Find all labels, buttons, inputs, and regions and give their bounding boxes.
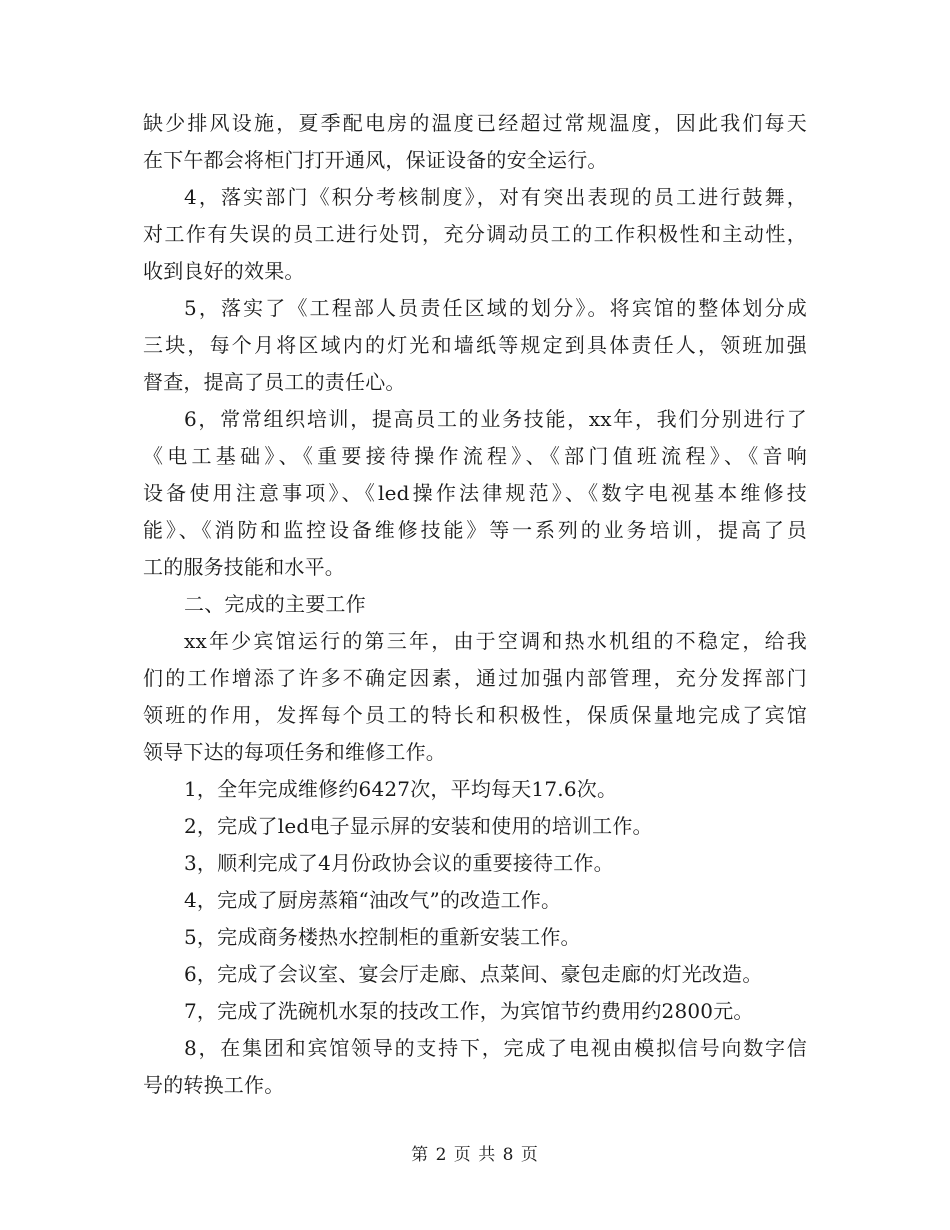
text-line: 在下午都会将柜门打开通风，保证设备的安全运行。 xyxy=(143,148,608,172)
list-item: 3，顺利完成了4月份政协会议的重要接待工作。 xyxy=(184,851,614,875)
list-item: 2，完成了led电子显示屏的安装和使用的培训工作。 xyxy=(184,814,653,838)
text-line: 工的服务技能和水平。 xyxy=(143,555,345,579)
text-line: 对工作有失误的员工进行处罚，充分调动员工的工作积极性和主动性， xyxy=(143,222,807,246)
list-item: 7，完成了洗碗机水泵的技改工作，为宾馆节约费用约2800元。 xyxy=(184,999,754,1023)
list-item: 6，完成了会议室、宴会厅走廊、点菜间、豪包走廊的灯光改造。 xyxy=(184,962,763,986)
text-line: 《电工基础》、《重要接待操作流程》、《部门值班流程》、《音响 xyxy=(143,444,807,468)
text-line: 缺少排风设施，夏季配电房的温度已经超过常规温度，因此我们每天 xyxy=(143,111,807,135)
section-heading: 二、完成的主要工作 xyxy=(184,592,366,616)
text-line: 领班的作用，发挥每个员工的特长和积极性，保质保量地完成了宾馆 xyxy=(143,703,807,727)
text-line: 号的转换工作。 xyxy=(143,1073,285,1097)
text-line: 三块，每个月将区域内的灯光和墙纸等规定到具体责任人，领班加强 xyxy=(143,333,807,357)
body-text xyxy=(143,105,807,1104)
list-item: 4，完成了厨房蒸箱“油改气”的改造工作。 xyxy=(184,888,562,912)
text-line: 收到良好的效果。 xyxy=(143,259,305,283)
text-line: 6，常常组织培训，提高员工的业务技能，xx年，我们分别进行了 xyxy=(184,407,807,431)
text-line: xx年少宾馆运行的第三年，由于空调和热水机组的不稳定，给我 xyxy=(184,629,807,653)
text-line: 设备使用注意事项》、《led操作法律规范》、《数字电视基本维修技 xyxy=(143,481,807,505)
list-item: 1，全年完成维修约6427次，平均每天17.6次。 xyxy=(184,777,618,801)
text-line: 督查，提高了员工的责任心。 xyxy=(143,370,406,394)
list-item: 8，在集团和宾馆领导的支持下，完成了电视由模拟信号向数字信 xyxy=(184,1036,807,1060)
text-line: 能》、《消防和监控设备维修技能》等一系列的业务培训，提高了员 xyxy=(143,518,807,542)
text-line: 4，落实部门《积分考核制度》，对有突出表现的员工进行鼓舞， xyxy=(184,185,807,209)
page-number: 第 2 页 共 8 页 xyxy=(411,1145,539,1165)
text-line: 5，落实了《工程部人员责任区域的划分》。将宾馆的整体划分成 xyxy=(184,296,807,320)
text-line: 们的工作增添了许多不确定因素，通过加强内部管理，充分发挥部门 xyxy=(143,666,807,690)
list-item: 5，完成商务楼热水控制柜的重新安装工作。 xyxy=(184,925,581,949)
text-line: 领导下达的每项任务和维修工作。 xyxy=(143,740,446,764)
